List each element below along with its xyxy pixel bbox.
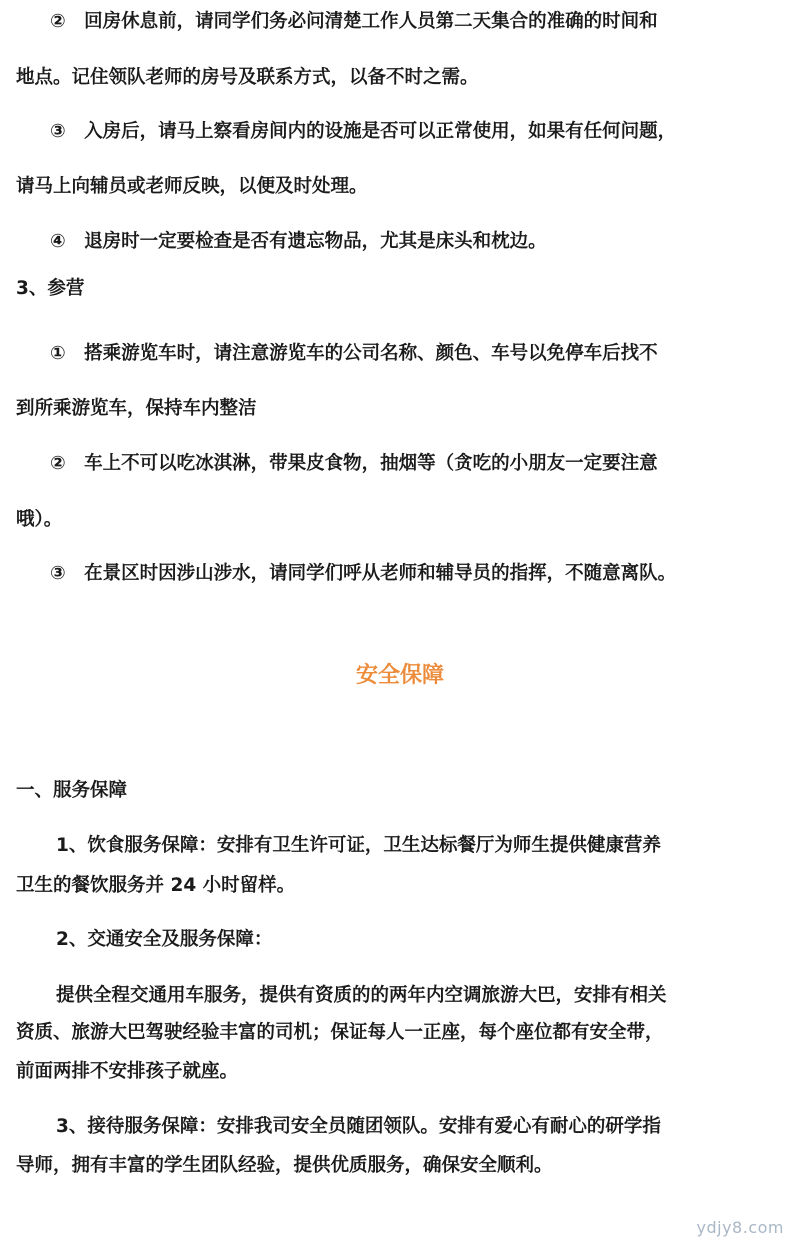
item2-line1: ② 回房休息前，请同学们务必问清楚工作人员第二天集合的准确的时间和	[50, 11, 658, 32]
food-guarantee-line1: 1、饮食服务保障：安排有卫生许可证，卫生达标餐厅为师生提供健康营养	[56, 835, 661, 856]
s3-item2-line1: ② 车上不可以吃冰淇淋，带果皮食物，抽烟等（贪吃的小朋友一定要注意	[50, 453, 658, 474]
traffic-guarantee-title: 2、交通安全及服务保障：	[56, 929, 273, 950]
s3-item2-line2: 哦）。	[16, 509, 63, 530]
food-guarantee-line2: 卫生的餐饮服务并 24 小时留样。	[16, 875, 296, 896]
traffic-body-line3: 前面两排不安排孩子就座。	[16, 1061, 239, 1082]
traffic-body-line1: 提供全程交通用车服务，提供有资质的的两年内空调旅游大巴，安排有相关	[56, 985, 667, 1006]
service-guarantee-title: 一、服务保障	[16, 780, 128, 801]
reception-guarantee-line1: 3、接待服务保障：安排我司安全员随团领队。安排有爱心有耐心的研学指	[56, 1116, 661, 1137]
s3-item1-line2: 到所乘游览车，保持车内整洁	[16, 398, 257, 419]
item3-line2: 请马上向辅员或老师反映，以便及时处理。	[16, 176, 368, 197]
s3-item1-line1: ① 搭乘游览车时，请注意游览车的公司名称、颜色、车号以免停车后找不	[50, 343, 658, 364]
reception-guarantee-line2: 导师，拥有丰富的学生团队经验，提供优质服务，确保安全顺利。	[16, 1155, 553, 1176]
item2-line2: 地点。记住领队老师的房号及联系方式，以备不时之需。	[16, 67, 479, 88]
section3-title: 3、参营	[16, 278, 85, 299]
item3-line1: ③ 入房后，请马上察看房间内的设施是否可以正常使用，如果有任何问题，	[50, 121, 677, 142]
item4-line1: ④ 退房时一定要检查是否有遗忘物品，尤其是床头和枕边。	[50, 231, 547, 252]
safety-heading: 安全保障	[355, 663, 444, 688]
traffic-body-line2: 资质、旅游大巴驾驶经验丰富的司机；保证每人一正座，每个座位都有安全带，	[16, 1022, 664, 1043]
watermark: ydjy8.com	[696, 1218, 784, 1237]
s3-item3-line1: ③ 在景区时因涉山涉水，请同学们呼从老师和辅导员的指挥，不随意离队。	[50, 563, 677, 584]
